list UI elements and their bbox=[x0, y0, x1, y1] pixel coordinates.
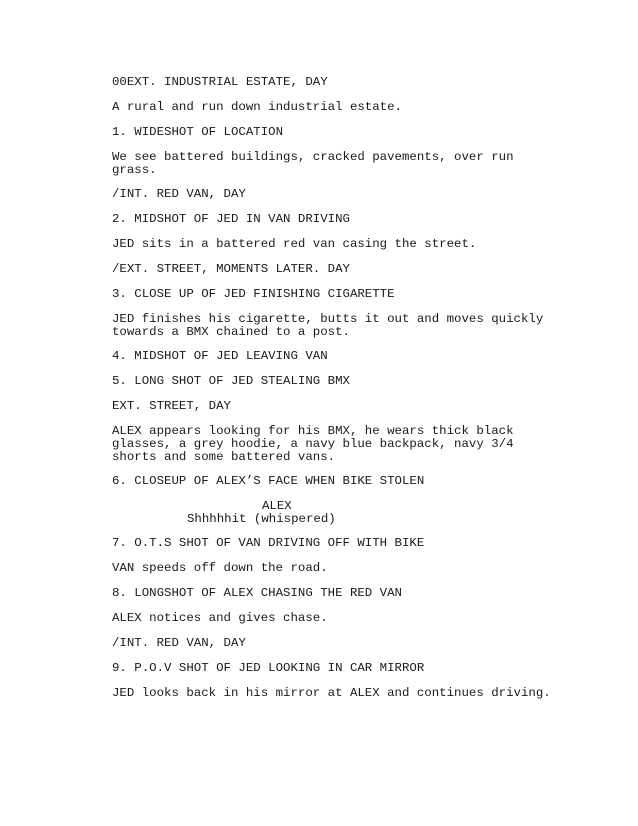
action-line: A rural and run down industrial estate. bbox=[112, 100, 402, 114]
action-line: towards a BMX chained to a post. bbox=[112, 325, 350, 339]
action-line: ALEX notices and gives chase. bbox=[112, 611, 328, 625]
dialogue-character: ALEX bbox=[262, 499, 292, 513]
action-line: glasses, a grey hoodie, a navy blue backpack, navy 3/4 bbox=[112, 437, 514, 451]
shot-heading: 8. LONGSHOT OF ALEX CHASING THE RED VAN bbox=[112, 586, 402, 600]
shot-heading: 2. MIDSHOT OF JED IN VAN DRIVING bbox=[112, 212, 350, 226]
shot-heading: 6. CLOSEUP OF ALEX’S FACE WHEN BIKE STOLEN bbox=[112, 474, 425, 488]
scene-heading: /EXT. STREET, MOMENTS LATER. DAY bbox=[112, 262, 350, 276]
action-line: JED sits in a battered red van casing the street. bbox=[112, 237, 477, 251]
dialogue-line: Shhhhhit (whispered) bbox=[187, 512, 336, 526]
scene-heading: EXT. STREET, DAY bbox=[112, 399, 231, 413]
action-line: shorts and some battered vans. bbox=[112, 450, 336, 464]
action-line: JED looks back in his mirror at ALEX and continues driving. bbox=[112, 686, 551, 700]
action-line: JED finishes his cigarette, butts it out and moves quickly bbox=[112, 312, 544, 326]
action-line: ALEX appears looking for his BMX, he wears thick black bbox=[112, 424, 514, 438]
shot-heading: 4. MIDSHOT OF JED LEAVING VAN bbox=[112, 349, 328, 363]
shot-heading: 3. CLOSE UP OF JED FINISHING CIGARETTE bbox=[112, 287, 395, 301]
action-line: VAN speeds off down the road. bbox=[112, 561, 328, 575]
shot-heading: 7. O.T.S SHOT OF VAN DRIVING OFF WITH BIKE bbox=[112, 536, 425, 550]
shot-heading: 5. LONG SHOT OF JED STEALING BMX bbox=[112, 374, 350, 388]
scene-heading: /INT. RED VAN, DAY bbox=[112, 636, 246, 650]
action-line: grass. bbox=[112, 163, 157, 177]
scene-heading: 00EXT. INDUSTRIAL ESTATE, DAY bbox=[112, 75, 328, 89]
shot-heading: 9. P.O.V SHOT OF JED LOOKING IN CAR MIRROR bbox=[112, 661, 425, 675]
shot-heading: 1. WIDESHOT OF LOCATION bbox=[112, 125, 284, 139]
action-line: We see battered buildings, cracked pavements, over run bbox=[112, 150, 514, 164]
scene-heading: /INT. RED VAN, DAY bbox=[112, 187, 246, 201]
